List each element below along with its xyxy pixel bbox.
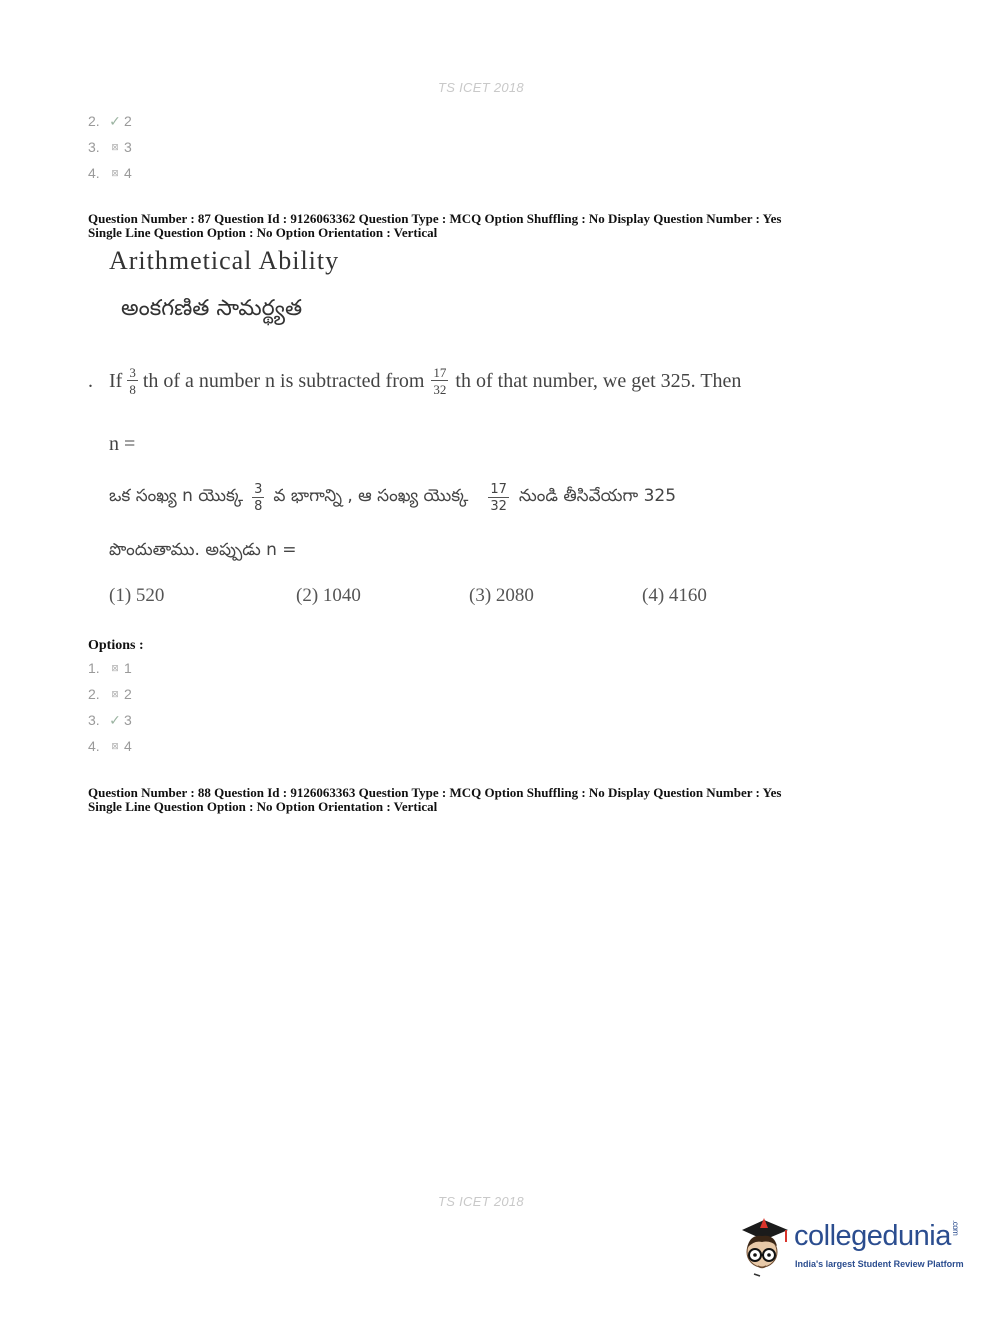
cross-icon: ⊠: [111, 688, 119, 699]
q87-meta-line2: Single Line Question Option : No Option Orientation : Vertical: [88, 225, 438, 240]
prev-option-2: 2. ✓ 2: [88, 112, 132, 129]
watermark-bottom: TS ICET 2018: [438, 1194, 524, 1209]
prev-options-list: [88, 112, 132, 182]
fraction-3-8: $\frac{3}{8}$: [129, 365, 136, 397]
cross-icon: ⊠: [111, 662, 119, 673]
q87-meta-line1: Question Number : 87 Question Id : 9126063362 Question Type : MCQ Option Shuffling : No Display Question Number : Yes: [88, 211, 782, 226]
logo-suffix: .com: [950, 1220, 960, 1236]
tick-icon: ✓: [109, 711, 121, 728]
options-label: Options :: [88, 638, 144, 653]
section-heading-english: Arithmetical Ability: [109, 246, 340, 275]
logo-tagline: India's largest Student Review Platform: [795, 1259, 964, 1269]
logo-wordmark: collegedunia.com: [794, 1220, 960, 1252]
option-2: 2. ⊠ 2: [88, 686, 132, 702]
q88-meta-line1: Question Number : 88 Question Id : 9126063363 Question Type : MCQ Option Shuffling : No Display Question Number : Yes: [88, 785, 782, 800]
question-english-line1: . If $\frac{3}{8}$ th of a number n is subtracted from $\frac{17}{32}$ th of that number, we get 325. Then: [88, 365, 742, 397]
prev-option-4: 4. ⊠ 4: [88, 165, 132, 181]
question-english-line2: n =: [109, 433, 136, 455]
watermark-top: TS ICET 2018: [438, 80, 524, 95]
collegedunia-logo: [734, 1212, 964, 1282]
options-list: [88, 659, 132, 755]
option-4: 4. ⊠ 4: [88, 738, 132, 754]
fraction-17-32: $\frac{17}{32}$: [433, 365, 447, 397]
option-3: 3. ✓ 3: [88, 711, 132, 728]
section-heading-telugu: అంకగణిత సామర్థ్యత: [121, 296, 303, 321]
q88-meta: [88, 786, 781, 814]
cross-icon: ⊠: [111, 167, 119, 178]
fraction-3-8-telugu: $\frac{3}{8}$: [254, 482, 263, 514]
choice-4: (4) 4160: [642, 585, 707, 606]
cross-icon: ⊠: [111, 141, 119, 152]
tick-icon: ✓: [109, 112, 121, 129]
mascot-icon: [734, 1212, 794, 1278]
choice-3: (3) 2080: [469, 585, 534, 606]
q88-meta-line2: Single Line Question Option : No Option Orientation : Vertical: [88, 799, 438, 814]
question-telugu-line2: పొందుతాము. అప్పుడు n =: [109, 540, 297, 560]
cross-icon: ⊠: [111, 740, 119, 751]
fraction-17-32-telugu: $\frac{17}{32}$: [490, 482, 507, 514]
prev-option-3: 3. ⊠ 3: [88, 139, 132, 155]
option-1: 1. ⊠ 1: [88, 660, 132, 676]
question-telugu-line1: ఒక సంఖ్య n యొక్క $\frac{3}{8}$ వ భాగాన్ని , ఆ సంఖ్య యొక్క $\frac{17}{32}$ నుండి తీసివేయగా 325: [109, 482, 677, 514]
choice-2: (2) 1040: [296, 585, 361, 606]
choice-1: (1) 520: [109, 585, 165, 606]
q87-meta: [88, 212, 781, 240]
